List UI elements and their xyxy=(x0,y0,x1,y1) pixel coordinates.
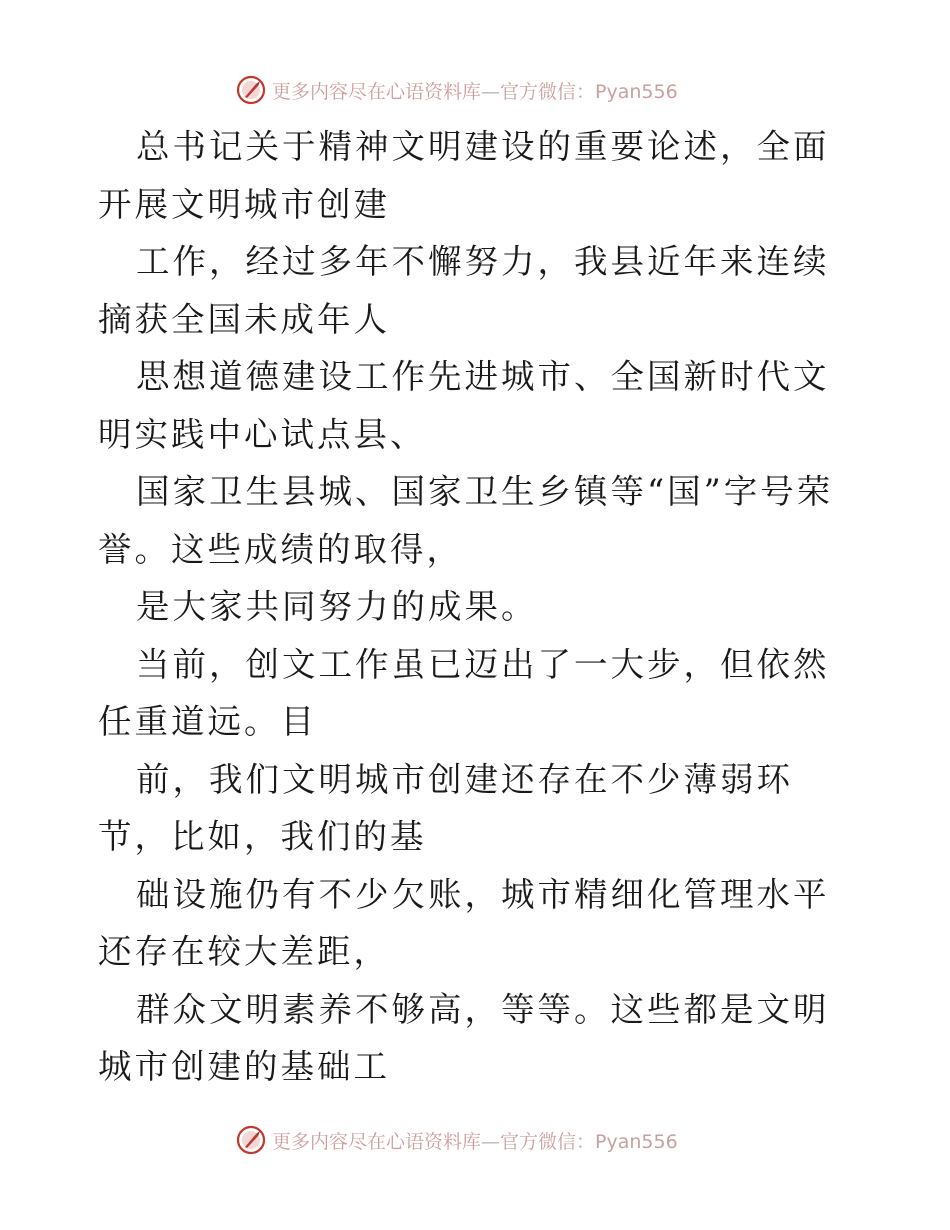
header-watermark xyxy=(236,73,678,107)
paragraph: 前，我们文明城市创建还存在不少薄弱环节，比如，我们的基 xyxy=(98,759,793,856)
paragraph: 工作，经过多年不懈努力，我县近年来连续摘获全国未成年人 xyxy=(98,242,830,339)
watermark-separator: — xyxy=(481,80,501,103)
document-body xyxy=(98,118,858,1096)
quill-logo-icon xyxy=(236,75,266,105)
quill-logo-icon xyxy=(236,1125,266,1155)
paragraph: 思想道德建设工作先进城市、全国新时代文明实践中心试点县、 xyxy=(98,357,830,454)
paragraph: 础设施仍有不少欠账，城市精细化管理水平还存在较大差距， xyxy=(98,874,830,971)
watermark-contact: 官方微信：Pyan556 xyxy=(500,1130,678,1153)
paragraph: 国家卫生县城、国家卫生乡镇等“国”字号荣誉。这些成绩的取得， xyxy=(98,472,834,569)
paragraph: 总书记关于精神文明建设的重要论述，全面开展文明城市创建 xyxy=(98,127,830,224)
watermark-separator: — xyxy=(481,1130,501,1153)
footer-watermark xyxy=(236,1123,678,1157)
watermark-site-label: 更多内容尽在心语资料库 xyxy=(272,80,482,103)
watermark-contact: 官方微信：Pyan556 xyxy=(500,80,678,103)
paragraph: 当前，创文工作虽已迈出了一大步，但依然任重道远。目 xyxy=(98,644,830,741)
paragraph: 是大家共同努力的成果。 xyxy=(136,587,538,626)
watermark-site-label: 更多内容尽在心语资料库 xyxy=(272,1130,482,1153)
paragraph: 群众文明素养不够高，等等。这些都是文明城市创建的基础工 xyxy=(98,989,830,1086)
